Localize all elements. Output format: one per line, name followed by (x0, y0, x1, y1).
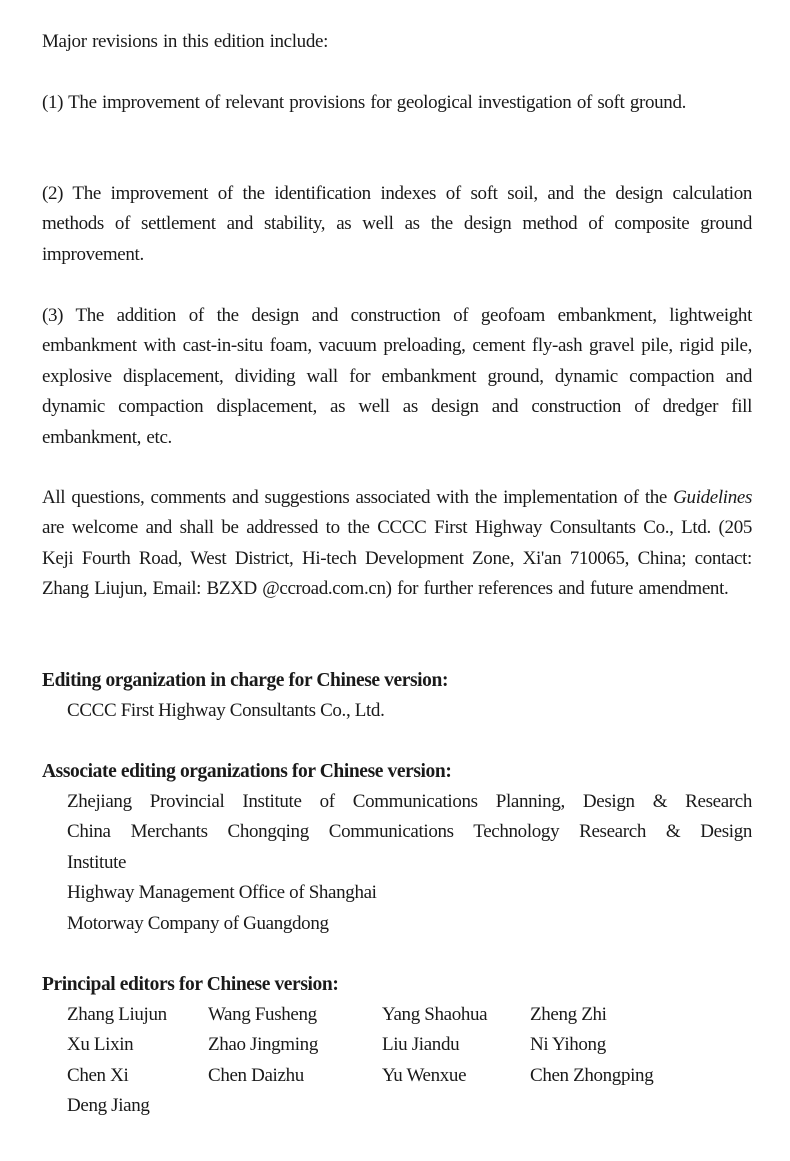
revision-item-3: (3) The addition of the design and construction of geofoam embankment, lightweight embankment with cast-in-situ foam, vacuum preloading, cement fly-ash gravel pile, rigid pile, explosive displacement, dividing wall for embankment ground, dynamic compaction and dynamic compaction displacement, as well as design and construction of dredger fill embankment, etc. (42, 305, 752, 448)
editor-name: Xu Lixin (67, 1034, 134, 1056)
editing-organization-section (42, 666, 752, 726)
contact-text-before: All questions, comments and suggestions associated with the implementation of the (42, 487, 674, 508)
revision-item-1: (1) The improvement of relevant provisions for geological investigation of soft ground. (42, 92, 686, 113)
editor-name: Chen Daizhu (208, 1064, 304, 1086)
associate-organization-line: Motorway Company of Guangdong (67, 912, 329, 934)
editor-name: Zheng Zhi (530, 1004, 607, 1025)
principal-editors-grid (42, 1000, 752, 1122)
revision-item-2: (2) The improvement of the identification indexes of soft soil, and the design calculation methods of settlement and stability, as well as the design method of composite ground improvement. (42, 183, 752, 265)
associate-organization-line: China Merchants Chongqing Communications Technology Research & Design (67, 821, 752, 843)
editor-name: Zhao Jingming (208, 1034, 318, 1056)
associate-organizations-section (42, 757, 752, 939)
editing-organization-heading: Editing organization in charge for Chinese version: (42, 670, 449, 691)
associate-organizations-list (42, 787, 752, 939)
contact-text-after: are welcome and shall be addressed to the CCCC First Highway Consultants Co., Ltd. (205 Keji Fourth Road, West District, Hi-tech Development Zone, Xi'an 710065, China; contact: Zhang Liujun, Email: BZXD @ccroad.com.cn) for further references and future amendment. (42, 517, 752, 600)
associate-organization-line: Highway Management Office of Shanghai (67, 882, 377, 904)
associate-organization-line: Zhejiang Provincial Institute of Communications Planning, Design & Research (67, 791, 752, 812)
associate-organizations-heading: Associate editing organizations for Chinese version: (42, 761, 452, 782)
contact-paragraph (42, 483, 752, 605)
editor-name: Yu Wenxue (382, 1064, 467, 1086)
editor-name: Chen Xi (67, 1064, 129, 1086)
editor-name: Zhang Liujun (67, 1004, 167, 1025)
editor-name: Wang Fusheng (208, 1004, 317, 1025)
guidelines-title: Guidelines (673, 487, 752, 508)
principal-editors-heading: Principal editors for Chinese version: (42, 974, 339, 995)
editor-name: Chen Zhongping (530, 1064, 654, 1086)
associate-organization-line: Institute (67, 851, 127, 873)
editor-name: Deng Jiang (67, 1095, 150, 1117)
intro-text: Major revisions in this edition include: (42, 31, 328, 52)
editor-name: Yang Shaohua (382, 1004, 488, 1025)
editor-name: Liu Jiandu (382, 1034, 460, 1056)
editing-organization-name: CCCC First Highway Consultants Co., Ltd. (67, 700, 385, 721)
principal-editors-section (42, 970, 752, 1122)
editor-name: Ni Yihong (530, 1034, 606, 1056)
